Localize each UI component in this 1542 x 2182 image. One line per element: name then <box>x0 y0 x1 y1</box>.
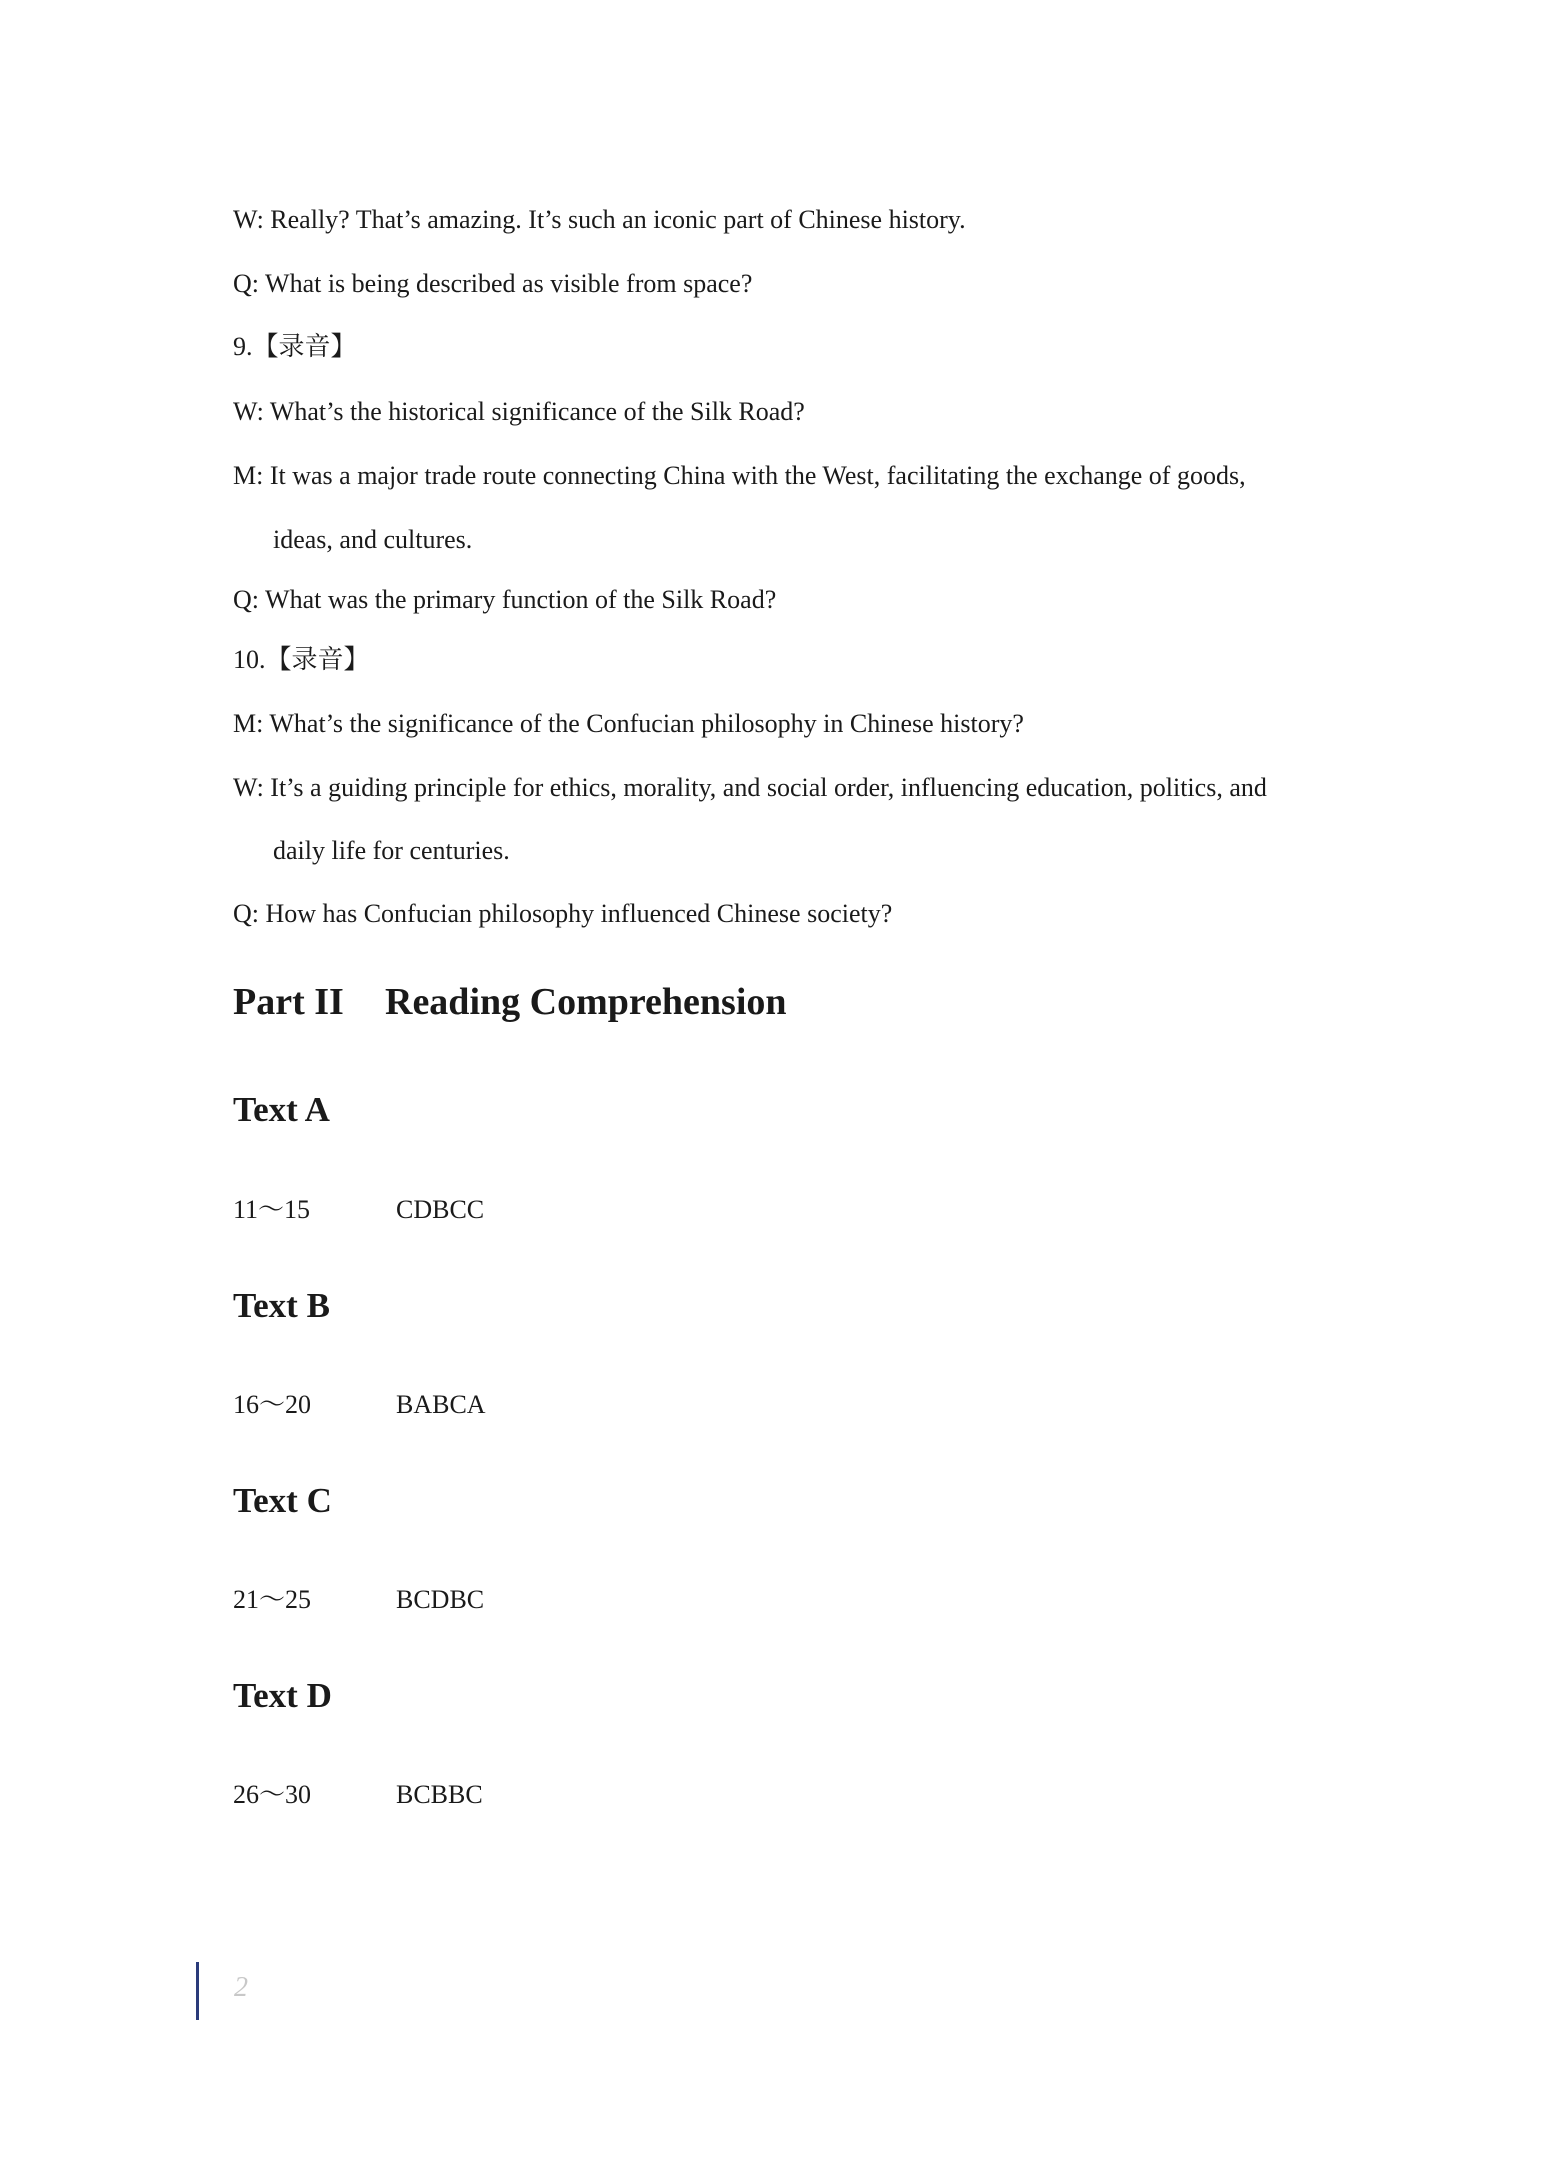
question-range: 26～30 <box>233 1780 312 1809</box>
item-number-9: 9.【录音】 <box>233 332 357 361</box>
dialogue-line-w-guiding-cont: daily life for centuries. <box>273 836 510 865</box>
dialogue-line-q-silk: Q: What was the primary function of the Silk Road? <box>233 585 777 614</box>
question-range: 11～15 <box>233 1195 311 1224</box>
question-range: 16～20 <box>233 1390 312 1419</box>
text-c-answers <box>233 1584 484 1616</box>
page-margin-bar <box>196 1962 199 2020</box>
dialogue-line-m-trade-cont: ideas, and cultures. <box>273 525 473 554</box>
part-title: Reading Comprehension <box>385 981 787 1023</box>
answer-key: BCBBC <box>396 1780 483 1809</box>
text-a-heading: Text A <box>233 1090 330 1129</box>
answer-key: BCDBC <box>396 1585 485 1614</box>
part-number: Part II <box>233 981 344 1023</box>
text-d-answers <box>233 1779 483 1811</box>
text-a-answers <box>233 1194 484 1226</box>
dialogue-line-w-silk: W: What’s the historical significance of the Silk Road? <box>233 397 805 426</box>
text-c-heading: Text C <box>233 1481 332 1520</box>
answer-key: BABCA <box>396 1390 486 1419</box>
dialogue-line-m-confucian: M: What’s the significance of the Confucian philosophy in Chinese history? <box>233 709 1024 738</box>
dialogue-line-w-guiding: W: It’s a guiding principle for ethics, morality, and social order, influencing education, politics, and <box>233 773 1267 802</box>
page-number: 2 <box>234 1972 248 2003</box>
answer-key: CDBCC <box>396 1195 485 1224</box>
dialogue-line-w-really: W: Really? That’s amazing. It’s such an iconic part of Chinese history. <box>233 205 966 234</box>
dialogue-line-m-trade: M: It was a major trade route connecting China with the West, facilitating the exchange of goods, <box>233 461 1246 490</box>
dialogue-line-q-space: Q: What is being described as visible from space? <box>233 269 753 298</box>
text-d-heading: Text D <box>233 1676 332 1715</box>
dialogue-line-q-confucian: Q: How has Confucian philosophy influenced Chinese society? <box>233 899 893 928</box>
question-range: 21～25 <box>233 1585 312 1614</box>
text-b-heading: Text B <box>233 1286 330 1325</box>
item-number-10: 10.【录音】 <box>233 645 370 674</box>
part-heading <box>233 980 787 1024</box>
text-b-answers <box>233 1389 486 1421</box>
